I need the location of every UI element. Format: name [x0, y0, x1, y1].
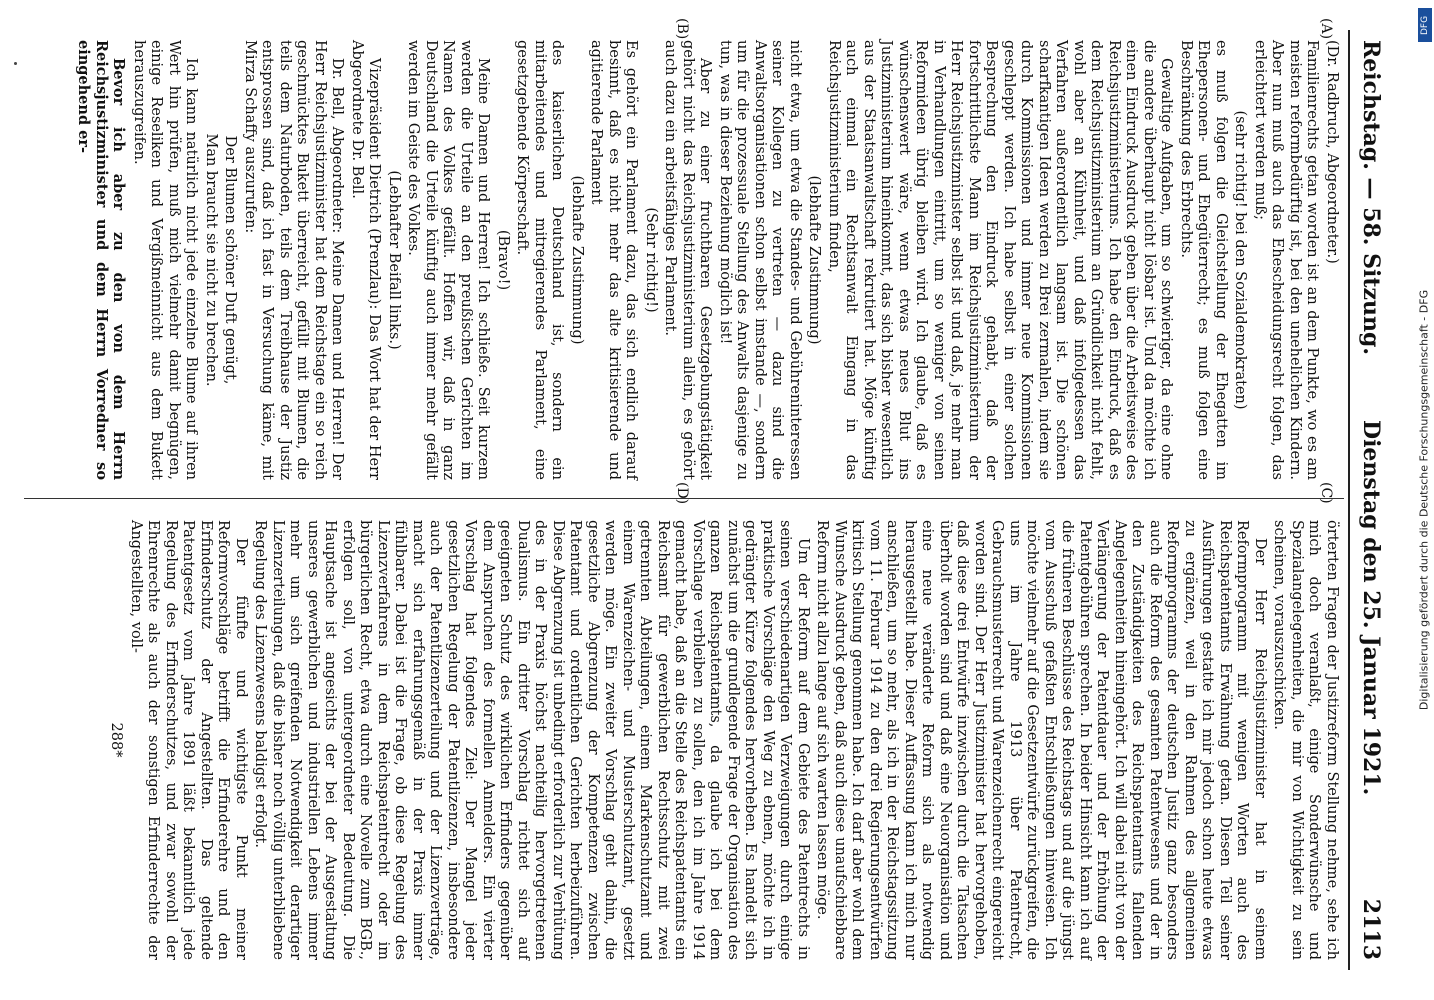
paragraph: Ich kann natürlich nicht jede einzelne Blume auf ihren Wert hin prüfen, muß mich vielmehr damit begnügen, einige Reseliken und Vergißmeinnicht aus dem Bukett herauszugreifen. [131, 40, 200, 480]
paragraph: Aber zu einer fruchtbaren Gesetzgebungstätigkeit gehört nicht das Reichsjustizministerium allein, es gehört auch dazu ein arbeitsfähiges Parlament. [662, 40, 714, 480]
header-date: Dienstag den 25. Januar 1921. [1358, 420, 1384, 796]
margin-marker-b: (B) [674, 18, 690, 40]
margin-marker-d: (D) [674, 482, 690, 505]
header-left: Reichstag. — 58. Sitzung. [1358, 40, 1384, 356]
interjection: (lebhafte Zustimmung) [569, 175, 585, 345]
interjection: (lebhafte Zustimmung) [806, 175, 823, 345]
margin-marker-a: (A) [1318, 18, 1334, 40]
interjection: (Lebhafter Beifall links.) [386, 170, 402, 350]
paragraph: (Dr. Radbruch, Abgeordneter.) [1324, 40, 1340, 264]
paragraph: Familienrechts getan worden ist an dem Punkte, wo es am meisten reformbedürftig ist, bei den unehelichen Kindern. Aber nun muß auch das Ehescheidungsrecht folgen, das erleichtert werden muß; [1252, 40, 1321, 480]
paragraph: Dr. Bell, Abgeordneter: Meine Damen und Herren! Der Herr Reichsjustizminister hat dem Reichstage ein so reich geschmücktes Bukett überreicht, gefüllt mit Blumen, die teils dem Naturboden, teils dem Treibhause der Justiz entsprossen sind, daß ich fast in Versuchung käme, mit Mirza Schaffy auszurufen: [242, 40, 346, 480]
paragraph: nicht etwa, um etwa die Standes- und Gebühreninteressen seiner Kollegen zu vertreten — dazu sind die Anwaltsorganisationen schon selbst imstande —, sondern um für die prozessuale Stellung des Anwalts dasjenige zu tun, was in dieser Beziehung möglich ist! [717, 40, 803, 480]
rotated-newspaper-sheet [10, 20, 1390, 980]
margin-marker-c: (C) [1318, 482, 1334, 504]
digitization-credit: Digitalisierung gefördert durch die Deutsche Forschungsgemeinschaft - DFG [1417, 289, 1431, 711]
paragraph: Der fünfte und wichtigste Punkt meiner Reformvorschläge betrifft die Erfinderehre und den Erfinderschutz der Angestellten. Das geltende Patentgesetz vom Jahre 1891 läßt bekanntlich jede Regelung des Erfinderschutzes, und zwar sowohl der Ehrenrechte als auch der sonstigen Erfinderrechte der Angestellten, voll- [128, 520, 249, 960]
page-header [1350, 20, 1390, 980]
paragraph: es muß folgen die Gleichstellung der Ehegatten im Ehepersonen- und Ehegüterrecht; es muß folgen eine Beschränkung des Erbrechts. [1178, 40, 1229, 480]
footnote-page-number: 288* [108, 722, 125, 758]
interjection: (Sehr richtig!) [643, 207, 659, 313]
paragraph: örterten Fragen der Justizreform Stellung nehme, sehe ich mich doch veranlaßt, einige Sonderwünsche und Spezialangelegenheiten, die mir von Wichtigkeit zu sein scheinen, vorauszuschicken. [1271, 520, 1340, 960]
dfg-logo: DFG [1418, 8, 1432, 42]
interjection: (Bravo!) [495, 229, 511, 291]
paragraph: des kaiserlichen Deutschland ist, sondern ein mitarbeitendes und mitregierendes Parlament, eine gesetzgebende Körperschaft. [514, 40, 566, 480]
text-column-right [105, 520, 1340, 960]
verse-line: Der Blumen schöner Duft genügt, [222, 135, 239, 385]
text-column-left [73, 40, 1340, 480]
page-number: 2113 [1358, 898, 1384, 960]
paragraph: Vizepräsident Dietrich (Prenzlau): Das Wort hat der Herr Abgeordnete Dr. Bell. [349, 40, 383, 480]
paragraph: Meine Damen und Herren! Ich schließe. Seit kurzem werden die Urteile an den preußischen Gerichten im Namen des Volkes gefällt. Hoffen wir, daß in ganz Deutschland die Urteile künftig auch immer mehr gefällt werden im Geiste des Volkes. [405, 40, 492, 480]
paragraph: Es gehört ein Parlament dazu, das sich endlich darauf besinnt, daß es nicht mehr das alte kritisierende und agitierende Parlament [588, 40, 640, 480]
header-rule [1348, 30, 1350, 970]
interjection: (sehr richtig! bei den Sozialdemokraten) [1232, 110, 1249, 410]
paragraph: Gewaltige Aufgaben, um so schwieriger, da eine ohne die andere überhaupt nicht lösbar ist. Und da möchte ich einen Eindruck Ausdruck geben über die Arbeitsweise des Reichsjustizministeriums. Ich habe den Eindruck, daß es dem Reichsjustizministerium an Gründlichkeit nicht fehlt, wohl aber an Kühnheit, und daß infolgedessen das Verfahren außerordentlich langsam ist. Die schönen scharfkantigen Ideen werden zu Brei zermahlen, indem sie durch Kommissionen und immer neue Kommissionen geschleppt werden. Ich habe selbst in einer solchen Besprechung den Eindruck gehabt, daß der fortschrittlichste Mann im Reichsjustizministerium der Herr Reichsjustizminister selbst ist und daß, je mehr man in Verhandlungen eintritt, um so weniger von seinen Reformideen übrig bleiben wird. Ich glaube, daß es wünschenswert wäre, wenn etwas neues Blut ins Justizministerium hineinkommt, das sich bisher wesentlich aus der Staatsanwaltschaft rekrutiert hat. Möge künftig auch einmal ein Rechtsanwalt Eingang in das Reichsjustizministerium finden, [826, 40, 1175, 480]
verse-line: Man braucht sie nicht zu brechen. [203, 133, 219, 387]
paragraph: Um der Reform auf dem Gebiete des Patentrechts in seinen verschiedenartigen Verzweigungen durch einige praktische Vorschläge den Weg zu ebnen, möchte ich in gedrängter Kürze folgendes hervorheben. Es handelt sich zunächst um die grundlegende Frage der Organisation des ganzen Reichspatentamts, da glaube ich bei dem Vorschlage verbleiben zu sollen, den ich im Jahre 1914 gemacht habe, daß an die Stelle des Reichspatentamts ein Reichsamt für gewerblichen Rechtsschutz mit zwei getrennten Abteilungen, einem Markenschutzamt und einem Warenzeichen- und Musterschutzamt, gesetzt werden möge. Ein zweiter Vorschlag geht dahin, die gesetzliche Abgrenzung der Kompetenzen zwischen Patentamt und ordentlichen Gerichten herbeizuführen. Diese Abgrenzung ist unbedingt erforderlich zur Verhütung des in der Praxis höchst nachteilig hervorgetretenen Dualismus. Ein dritter Vorschlag richtet sich auf geeigneten Schutz des wirklichen Erfinders gegenüber dem Anspruchen des formellen Anmelders. Ein vierter Vorschlag hat folgendes Ziel: Der Mangel jeder gesetzlichen Regelung der Patentlizenzen, insbesondere auch der Patentlizenzerteilung und der Lizenzverträge, macht sich erfahrungsgemäß in der Praxis immer fühlbarer. Dabei ist die Frage, ob diese Regelung des Lizenzverfahrens in dem Reichspatentrecht oder im bürgerlichen Recht, etwa durch eine Novelle zum BGB., erfolgen soll, von untergeordneter Bedeutung. Die Hauptsache ist angesichts der bei der Ausgestaltung unseres gewerblichen und industriellen Lebens immer mehr um sich greifenden Notwendigkeit derartiger Lizenzerteilungen, daß die bisher noch völlig unterbliebene Regelung des Lizenzwesens baldigst erfolgt. [252, 520, 811, 960]
paragraph: Der Herr Reichsjustizminister hat in seinem Reformprogramm mit wenigen Worten auch des Reichspatentamts Erwähnung getan. Diesen Teil seiner Ausführungen gestatte ich mir jedoch schon heute etwas zu ergänzen, weil in den Rahmen des allgemeinen Reformprogramms der deutschen Justiz ganz besonders auch die Reform des gesamten Patentwesens und der in den Zuständigkeiten des Reichspatentamts fallenden Angelegenheiten hineingehört. Ich will dabei nicht von der Verlängerung der Patentdauer und der Erhöhung der Patentgebühren sprechen. In beider Hinsicht kann ich auf die früheren Beschlüsse des Reichstags und auf die jüngst vom Ausschuß gefaßten Entschließungen hinweisen. Ich möchte vielmehr auf die Gesetzentwürfe zurückgreifen, die uns im Jahre 1913 über Patentrecht, Gebrauchsmusterrecht und Warenzeichenrecht eingereicht worden sind. Der Herr Justizminister hat hervorgehoben, daß diese drei Entwürfe inzwischen durch die Tatsachen überholt worden sind und daß eine Neuorganisation und eine neue veränderte Reform sich als notwendig herausgestellt habe. Dieser Auffassung kann ich mich nur anschließen, um so mehr, als ich in der Reichstagssitzung vom 11. Februar 1914 zu den drei Regierungsentwürfen kritisch Stellung genommen habe. Ich darf aber wohl dem Wunsche Ausdruck geben, daß auch diese unaufschiebbare Reform nicht allzu lange auf sich warten lassen möge. [814, 520, 1268, 960]
paragraph: Bevor ich aber zu den von dem Herrn Reichsjustizminister und dem Herrn Vorredner so eingehend er- [75, 40, 128, 480]
